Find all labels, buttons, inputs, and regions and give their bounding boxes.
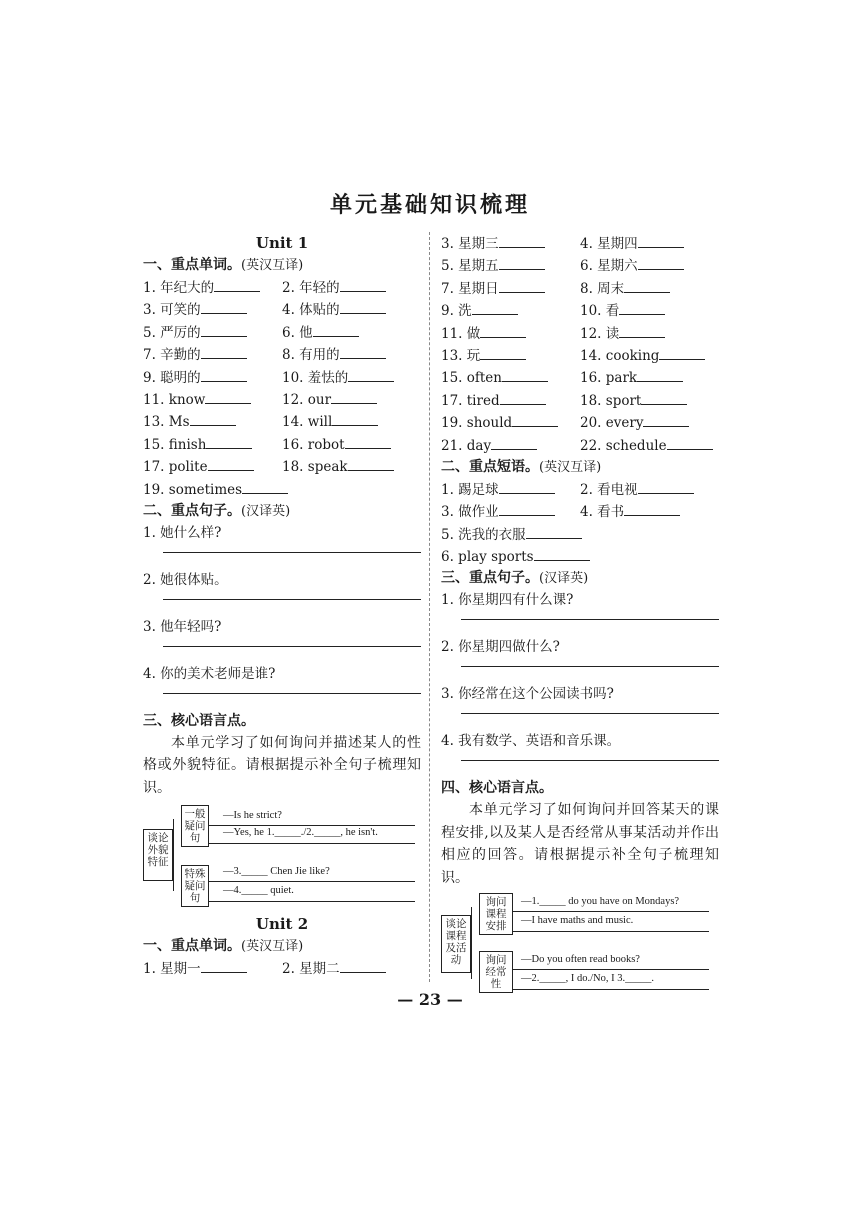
answer-blank[interactable] [499, 478, 555, 494]
word-prompt: 13. 玩 [441, 347, 481, 364]
answer-blank[interactable] [348, 455, 394, 471]
diagram-branch1-question: —1._____ do you have on Mondays? [521, 896, 680, 908]
word-prompt: 5. 严厉的 [143, 324, 201, 341]
word-prompt: 1. 星期一 [143, 961, 201, 978]
answer-blank[interactable] [638, 254, 684, 270]
unit1-sentences-heading: 二、重点句子。(汉译英) [143, 502, 291, 519]
word-prompt: 15. often [441, 370, 502, 387]
answer-blank[interactable] [480, 344, 526, 360]
answer-blank[interactable] [201, 321, 247, 337]
word-prompt: 2. 星期二 [282, 961, 340, 978]
answer-blank[interactable] [512, 411, 558, 427]
answer-blank[interactable] [637, 366, 683, 382]
answer-blank[interactable] [340, 298, 386, 314]
answer-blank[interactable] [480, 322, 526, 338]
diagram-branch1-box: 一般疑问句 [181, 805, 209, 847]
answer-blank[interactable] [201, 366, 247, 382]
answer-blank[interactable] [499, 254, 545, 270]
word-prompt: 7. 星期日 [441, 280, 499, 297]
word-prompt: 11. know [143, 391, 206, 408]
diagram-branch2-answer: —2._____, I do./No, I 3._____. [521, 973, 654, 985]
word-row [143, 321, 421, 343]
word-row [441, 478, 719, 500]
unit2-words-grid-part2 [441, 232, 719, 456]
word-row [441, 254, 719, 276]
answer-blank[interactable] [499, 500, 555, 516]
word-row [441, 366, 719, 388]
word-prompt: 13. Ms [143, 414, 190, 431]
page-title: 单元基础知识梳理 [329, 192, 530, 218]
answer-blank[interactable] [499, 232, 545, 248]
unit2-sentences-heading: 三、重点句子。(汉译英) [441, 570, 589, 587]
answer-line[interactable] [461, 752, 719, 761]
answer-blank[interactable] [348, 366, 394, 382]
word-prompt: 22. schedule [580, 437, 667, 454]
answer-blank[interactable] [340, 276, 386, 292]
word-prompt: 8. 周末 [580, 280, 625, 297]
word-row [143, 957, 421, 979]
diagram-branch2-question: —3._____ Chen Jie like? [223, 866, 330, 878]
word-prompt: 16. park [580, 370, 638, 387]
word-prompt: 1. 踢足球 [441, 481, 499, 498]
diagram-branch1-answer: —I have maths and music. [521, 915, 634, 927]
word-prompt: 8. 有用的 [282, 347, 340, 364]
word-row [143, 478, 421, 500]
unit2-core-heading: 四、核心语言点。 [441, 780, 553, 797]
diagram-branch1-answer: —Yes, he 1._____./2._____, he isn't. [223, 827, 378, 839]
word-prompt: 18. speak [282, 459, 348, 476]
unit1-diagram [143, 805, 421, 913]
word-row [143, 388, 421, 410]
answer-blank[interactable] [526, 523, 582, 539]
word-prompt: 5. 洗我的衣服 [441, 526, 526, 543]
diagram-root-box: 谈论课程及活动 [441, 915, 471, 973]
answer-blank[interactable] [206, 433, 252, 449]
answer-blank[interactable] [345, 433, 391, 449]
word-row [143, 366, 421, 388]
answer-blank[interactable] [638, 232, 684, 248]
diagram-branch2-box: 特殊疑问句 [181, 865, 209, 907]
answer-line[interactable] [163, 591, 421, 600]
sentence-prompt: 4. 我有数学、英语和音乐课。 [441, 733, 621, 750]
answer-blank[interactable] [502, 366, 548, 382]
word-prompt: 14. will [282, 414, 333, 431]
diagram-root-box: 谈论外貌特征 [143, 829, 173, 881]
word-prompt: 15. finish [143, 436, 207, 453]
answer-blank[interactable] [332, 410, 378, 426]
answer-blank[interactable] [331, 388, 377, 404]
word-prompt: 6. play sports [441, 549, 534, 566]
sentence-prompt: 1. 她什么样? [143, 524, 222, 541]
word-row [441, 277, 719, 299]
word-prompt: 5. 星期五 [441, 258, 499, 275]
column-divider [429, 232, 430, 982]
word-prompt: 11. 做 [441, 325, 481, 342]
word-prompt: 16. robot [282, 436, 345, 453]
word-prompt: 7. 辛勤的 [143, 347, 201, 364]
answer-blank[interactable] [624, 500, 680, 516]
answer-line[interactable] [163, 544, 421, 553]
unit2-words-heading: 一、重点单词。(英汉互译) [143, 938, 304, 955]
word-row [143, 298, 421, 320]
word-prompt: 6. 星期六 [580, 258, 638, 275]
unit2-words-grid-part1 [143, 957, 421, 979]
answer-blank[interactable] [643, 411, 689, 427]
word-prompt: 14. cooking [580, 347, 660, 364]
answer-blank[interactable] [190, 410, 236, 426]
answer-line[interactable] [163, 638, 421, 647]
sentence-prompt: 4. 你的美术老师是谁? [143, 665, 276, 682]
word-prompt: 9. 洗 [441, 303, 472, 320]
answer-blank[interactable] [208, 455, 254, 471]
sentence-prompt: 2. 她很体贴。 [143, 571, 228, 588]
word-prompt: 3. 星期三 [441, 236, 499, 252]
word-row [441, 545, 719, 567]
word-prompt: 17. polite [143, 459, 208, 476]
answer-blank[interactable] [659, 344, 705, 360]
answer-blank[interactable] [340, 957, 386, 973]
diagram-branch2-answer: —4._____ quiet. [223, 885, 294, 897]
word-prompt: 12. our [282, 391, 332, 408]
word-row [143, 410, 421, 432]
right-column [441, 232, 719, 1001]
unit2-diagram [441, 893, 719, 1001]
answer-blank[interactable] [491, 434, 537, 450]
word-prompt: 4. 星期四 [580, 236, 638, 252]
diagram-branch1-box: 询问课程安排 [479, 893, 513, 935]
word-row [143, 276, 421, 298]
unit2-phrases [441, 478, 719, 568]
answer-blank[interactable] [624, 277, 670, 293]
unit2-phrases-heading: 二、重点短语。(英汉互译) [441, 458, 602, 475]
answer-blank[interactable] [201, 343, 247, 359]
word-prompt: 6. 他 [282, 324, 313, 341]
answer-blank[interactable] [214, 276, 260, 292]
word-prompt: 3. 做作业 [441, 504, 499, 521]
answer-blank[interactable] [340, 343, 386, 359]
answer-blank[interactable] [619, 299, 665, 315]
word-prompt: 10. 羞怯的 [282, 369, 349, 386]
sentence-prompt: 1. 你星期四有什么课? [441, 592, 574, 609]
word-row [441, 299, 719, 321]
unit1-words-grid [143, 276, 421, 500]
sentence-prompt: 2. 你星期四做什么? [441, 639, 560, 656]
word-prompt: 17. tired [441, 392, 500, 409]
unit1-core-text: 本单元学习了如何询问并描述某人的性格或外貌特征。请根据提示补全句子梳理知识。 [143, 734, 421, 796]
word-row [441, 344, 719, 366]
page-number: — 23 — [397, 990, 463, 1009]
word-prompt: 4. 看书 [580, 504, 625, 521]
word-prompt: 18. sport [580, 392, 642, 409]
word-row [441, 434, 719, 456]
unit2-sentences [441, 589, 719, 761]
unit1-core-heading: 三、核心语言点。 [143, 712, 255, 729]
answer-line[interactable] [163, 685, 421, 694]
word-prompt: 4. 体贴的 [282, 302, 340, 319]
answer-blank[interactable] [313, 321, 359, 337]
word-prompt: 21. day [441, 437, 492, 454]
word-prompt: 19. sometimes [143, 481, 243, 498]
left-column [143, 232, 421, 980]
word-row [441, 389, 719, 411]
word-row [441, 411, 719, 433]
word-prompt: 1. 年纪大的 [143, 280, 215, 296]
word-row [143, 433, 421, 455]
answer-blank[interactable] [641, 389, 687, 405]
word-row [441, 232, 719, 254]
unit2-core-text: 本单元学习了如何询问并回答某天的课程安排,以及某人是否经常从事某活动并作出相应的回答。请根据提示补全句子梳理知识。 [441, 802, 719, 886]
unit1-title: Unit 1 [255, 234, 309, 252]
word-prompt: 2. 年轻的 [282, 280, 340, 296]
answer-blank[interactable] [667, 434, 713, 450]
word-row [143, 455, 421, 477]
word-prompt: 12. 读 [580, 325, 620, 342]
unit2-title: Unit 2 [255, 915, 309, 934]
word-row [441, 500, 719, 522]
word-prompt: 10. 看 [580, 303, 620, 320]
answer-blank[interactable] [619, 322, 665, 338]
sentence-prompt: 3. 你经常在这个公园读书吗? [441, 686, 614, 703]
answer-line[interactable] [461, 611, 719, 620]
answer-line[interactable] [461, 705, 719, 714]
unit1-sentences [143, 522, 421, 694]
diagram-branch2-question: —Do you often read books? [521, 954, 640, 966]
word-prompt: 19. should [441, 415, 513, 432]
diagram-branch2-box: 询问经常性 [479, 951, 513, 993]
answer-blank[interactable] [472, 299, 518, 315]
word-prompt: 2. 看电视 [580, 481, 638, 498]
answer-blank[interactable] [499, 277, 545, 293]
word-prompt: 9. 聪明的 [143, 369, 201, 386]
answer-blank[interactable] [201, 957, 247, 973]
answer-blank[interactable] [242, 478, 288, 494]
answer-blank[interactable] [201, 298, 247, 314]
word-prompt: 3. 可笑的 [143, 302, 201, 319]
sentence-prompt: 3. 他年轻吗? [143, 618, 222, 635]
diagram-branch1-question: —Is he strict? [223, 810, 282, 822]
word-row [441, 523, 719, 545]
answer-blank[interactable] [500, 389, 546, 405]
unit1-words-heading: 一、重点单词。(英汉互译) [143, 257, 304, 273]
answer-blank[interactable] [205, 388, 251, 404]
word-prompt: 20. every [580, 415, 644, 432]
answer-blank[interactable] [534, 545, 590, 561]
answer-line[interactable] [461, 658, 719, 667]
word-row [441, 322, 719, 344]
answer-blank[interactable] [638, 478, 694, 494]
word-row [143, 343, 421, 365]
